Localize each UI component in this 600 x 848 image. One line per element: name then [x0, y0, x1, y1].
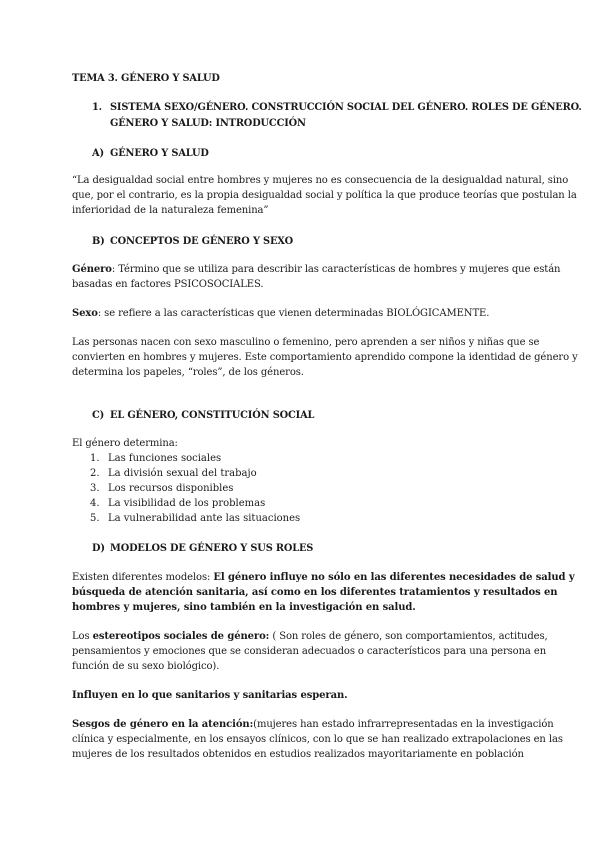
- modelos-line1: [72, 570, 575, 585]
- estereotipos-term: estereotipos sociales de género:: [92, 631, 270, 642]
- estereotipos-line1: [72, 629, 548, 644]
- subsection-c-heading: EL GÉNERO, CONSTITUCIÓN SOCIAL: [110, 410, 315, 421]
- personas-line2: convierten en hombres y mujeres. Este comportamiento aprendido compone la identidad de género y: [72, 352, 578, 363]
- determina-intro: El género determina:: [72, 438, 178, 449]
- modelos-bold-3: hombres y mujeres, sino también en la investigación en salud.: [72, 602, 416, 613]
- sesgos-text: (mujeres han estado infrarrepresentadas en la investigación: [253, 719, 554, 730]
- genero-definition-line1: [72, 262, 560, 277]
- list-item: La división sexual del trabajo: [108, 468, 257, 479]
- list-item: La visibilidad de los problemas: [108, 498, 266, 509]
- section-1-heading-line1: SISTEMA SEXO/GÉNERO. CONSTRUCCIÓN SOCIAL DEL GÉNERO. ROLES DE GÉNERO.: [110, 102, 582, 113]
- subsection-b-heading: CONCEPTOS DE GÉNERO Y SEXO: [110, 236, 293, 247]
- subsection-a-heading: GÉNERO Y SALUD: [110, 148, 209, 159]
- sesgos-line3: mujeres de los resultados obtenidos en estudios realizados mayoritariamente en población: [72, 749, 524, 760]
- list-item: Las funciones sociales: [108, 453, 222, 464]
- influyen-line: Influyen en lo que sanitarios y sanitarias esperan.: [72, 690, 348, 701]
- subsection-c-letter: C): [92, 410, 105, 421]
- list-item-number: 2.: [90, 468, 100, 479]
- personas-line1: Las personas nacen con sexo masculino o femenino, pero aprenden a ser niños y niñas que se: [72, 337, 540, 348]
- subsection-b-letter: B): [92, 236, 105, 247]
- modelos-bold-1: El género influye no sólo en las diferentes necesidades de salud y: [213, 572, 575, 583]
- estereotipos-line3: función de su sexo biológico).: [72, 661, 220, 672]
- list-item-number: 3.: [90, 483, 100, 494]
- subsection-d-letter: D): [92, 543, 105, 554]
- sesgos-line2: clínica y especialmente, en los ensayos clínicos, con lo que se han realizado extrapolaciones en las: [72, 734, 563, 745]
- page-title: TEMA 3. GÉNERO Y SALUD: [72, 73, 220, 84]
- sexo-definition: [72, 306, 489, 321]
- quote-line1: “La desigualdad social entre hombres y mujeres no es consecuencia de la desigualdad natural, sino: [72, 175, 569, 186]
- subsection-a-letter: A): [92, 148, 104, 159]
- section-1-number: 1.: [92, 102, 102, 113]
- modelos-bold-2: búsqueda de atención sanitaria, así como en los diferentes tratamientos y resultados en: [72, 587, 558, 598]
- quote-line2: que, por el contrario, es la propia desigualdad social y política la que produce teorías que postulan la: [72, 190, 577, 201]
- sesgos-term: Sesgos de género en la atención:: [72, 719, 254, 730]
- list-item-number: 4.: [90, 498, 100, 509]
- personas-line3: determina los papeles, “roles”, de los géneros.: [72, 367, 304, 378]
- list-item: Los recursos disponibles: [108, 483, 234, 494]
- estereotipos-text: ( Son roles de género, son comportamientos, actitudes,: [269, 631, 548, 642]
- list-item-number: 1.: [90, 453, 100, 464]
- genero-term: Género: [72, 264, 112, 275]
- estereotipos-line2: pensamientos y emociones que se consideran adecuados o característicos para una persona en: [72, 646, 547, 657]
- section-1-heading-line2: GÉNERO Y SALUD: INTRODUCCIÓN: [110, 118, 306, 129]
- genero-definition-text: : Término que se utiliza para describir las características de hombres y mujeres que están: [111, 264, 561, 275]
- sesgos-line1: [72, 717, 554, 732]
- subsection-d-heading: MODELOS DE GÉNERO Y SUS ROLES: [110, 543, 314, 554]
- sexo-definition-text: : se refiere a las características que vienen determinadas BIOLÓGICAMENTE.: [97, 308, 490, 319]
- estereotipos-lead: Los: [72, 631, 93, 642]
- list-item-number: 5.: [90, 513, 100, 524]
- quote-line3: inferioridad de la naturaleza femenina”: [72, 205, 269, 216]
- list-item: La vulnerabilidad ante las situaciones: [108, 513, 301, 524]
- modelos-lead: Existen diferentes modelos:: [72, 572, 214, 583]
- genero-definition-line2: basadas en factores PSICOSOCIALES.: [72, 279, 264, 290]
- sexo-term: Sexo: [72, 308, 98, 319]
